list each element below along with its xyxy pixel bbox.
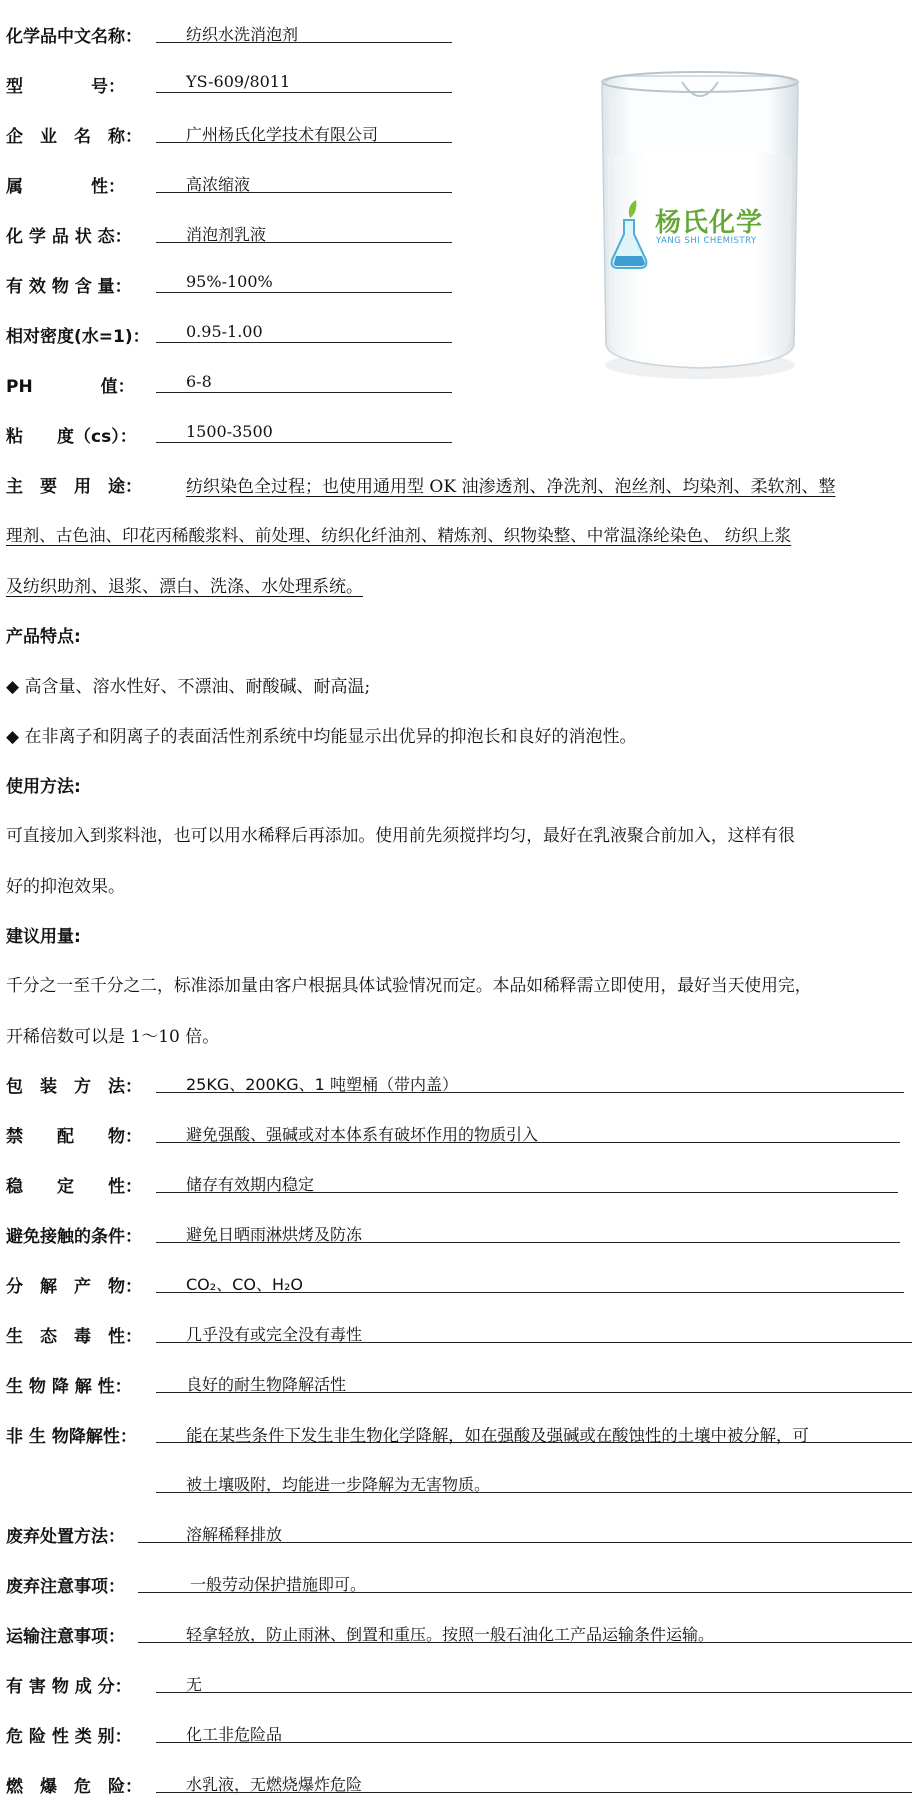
- field-value-explosion: 水乳液，无燃烧爆炸危险: [186, 1775, 363, 1794]
- underline: [156, 1192, 898, 1193]
- method-line-1: 可直接加入到浆料池，也可以用水稀释后再添加。使用前先须搅拌均匀，最好在乳液聚合前加入，这样有很: [6, 825, 795, 845]
- field-value-viscosity: 1500-3500: [186, 422, 273, 441]
- field-label-content: 有 效 物 含 量：: [6, 277, 132, 297]
- field-label-packing: 包 装 方 法：: [6, 1077, 142, 1097]
- underline: [156, 1142, 900, 1143]
- field-value-state: 消泡剂乳液: [186, 225, 267, 244]
- field-label-abiotic: 非 生 物降解性：: [6, 1427, 137, 1447]
- features-item-2: ◆ 在非离子和阴离子的表面活性剂系统中均能显示出优异的抑泡长和良好的消泡性。: [6, 727, 637, 747]
- underline: [156, 1292, 904, 1293]
- underline: [156, 1492, 912, 1493]
- features-item-1: ◆ 高含量、溶水性好、不漂油、耐酸碱、耐高温;: [6, 677, 371, 697]
- field-value-abiotic: 能在某些条件下发生非生物化学降解，如在强酸及强碱或在酸蚀性的土壤中被分解，可: [186, 1426, 809, 1445]
- usage-line-2: 理剂、古色油、印花丙稀酸浆料、前处理、纺织化纤油剂、精炼剂、织物染整、中常温涤纶染色、 纺织上浆: [6, 526, 792, 545]
- field-label-viscosity: 粘 度（cs）：: [6, 427, 137, 447]
- field-value-model: YS-609/8011: [186, 72, 291, 91]
- field-label-incompatible: 禁 配 物：: [6, 1127, 142, 1147]
- dosage-line-2: 开稀倍数可以是 1～10 倍。: [6, 1027, 220, 1047]
- field-label-disposal-notes: 废弃注意事项：: [6, 1577, 125, 1597]
- underline: [156, 1692, 912, 1693]
- field-value-content: 95%-100%: [186, 272, 273, 291]
- underline: [156, 1442, 912, 1443]
- underline: [156, 1792, 912, 1793]
- field-label-danger-class: 危 险 性 类 别：: [6, 1727, 132, 1747]
- underline: [156, 342, 452, 343]
- field-value-name: 纺织水洗消泡剂: [186, 25, 299, 44]
- underline: [156, 192, 452, 193]
- field-value-transport: 轻拿轻放，防止雨淋、倒置和重压。按照一般石油化工产品运输条件运输。: [186, 1625, 715, 1644]
- usage-line-1: 纺织染色全过程；也使用通用型 OK 油渗透剂、净洗剂、泡丝剂、均染剂、柔软剂、整: [186, 477, 836, 497]
- dosage-line-1: 千分之一至千分之二，标准添加量由客户根据具体试验情况而定。本品如稀释需立即使用，最好当天使用完，: [6, 975, 812, 995]
- dosage-heading: 建议用量:: [6, 927, 81, 947]
- underline: [156, 1392, 912, 1393]
- field-label-decomposition: 分 解 产 物：: [6, 1277, 142, 1297]
- underline: [156, 1342, 912, 1343]
- field-label-ecotoxicity: 生 态 毒 性：: [6, 1327, 142, 1347]
- field-value-danger-class: 化工非危险品: [186, 1725, 283, 1744]
- logo-name-cn: 杨氏化学: [655, 208, 764, 238]
- method-line-2: 好的抑泡效果。: [6, 877, 125, 897]
- field-label-ph: PH 值：: [6, 377, 135, 397]
- field-label-property: 属 性：: [6, 177, 125, 197]
- field-label-avoid: 避免接触的条件：: [6, 1227, 142, 1247]
- field-value-disposal: 溶解稀释排放: [186, 1525, 283, 1544]
- field-label-density: 相对密度(水=1)：: [6, 327, 150, 347]
- field-value-property: 高浓缩液: [186, 175, 251, 194]
- field-label-disposal: 废弃处置方法：: [6, 1527, 125, 1547]
- field-value-density: 0.95-1.00: [186, 322, 263, 341]
- field-label-state: 化 学 品 状 态：: [6, 227, 132, 247]
- field-value-avoid: 避免日晒雨淋烘烤及防冻: [186, 1225, 363, 1244]
- underline: [156, 242, 452, 243]
- usage-line-3: 及纺织助剂、退浆、漂白、洗涤、水处理系统。: [6, 577, 363, 597]
- field-label-hazardous: 有 害 物 成 分：: [6, 1677, 132, 1697]
- product-beaker-image: [590, 60, 810, 390]
- underline: [156, 92, 452, 93]
- logo-name-en: YANG SHI CHEMISTRY: [656, 236, 757, 246]
- underline: [138, 1642, 912, 1643]
- field-label-transport: 运输注意事项：: [6, 1627, 125, 1647]
- field-value-abiotic-2: 被土壤吸附，均能进一步降解为无害物质。: [186, 1475, 491, 1494]
- field-value-biodegradability: 良好的耐生物降解活性: [186, 1375, 347, 1394]
- field-label-company: 企 业 名 称：: [6, 127, 142, 147]
- field-label-stability: 稳 定 性：: [6, 1177, 142, 1197]
- field-value-ecotoxicity: 几乎没有或完全没有毒性: [186, 1325, 363, 1344]
- underline: [156, 1092, 904, 1093]
- field-value-company: 广州杨氏化学技术有限公司: [186, 125, 379, 144]
- features-heading: 产品特点:: [6, 627, 81, 647]
- underline: [156, 442, 452, 443]
- method-heading: 使用方法:: [6, 777, 81, 797]
- field-label-name: 化学品中文名称：: [6, 27, 142, 47]
- field-label-biodegradability: 生 物 降 解 性：: [6, 1377, 132, 1397]
- underline: [156, 42, 452, 43]
- underline: [156, 392, 452, 393]
- field-label-explosion: 燃 爆 危 险：: [6, 1777, 142, 1797]
- field-value-disposal-notes: 一般劳动保护措施即可。: [190, 1575, 367, 1594]
- underline: [138, 1592, 912, 1593]
- field-value-decomposition: CO₂、CO、H₂O: [186, 1275, 303, 1294]
- field-value-stability: 储存有效期内稳定: [186, 1175, 315, 1194]
- underline: [156, 142, 452, 143]
- field-label-model: 型 号：: [6, 77, 125, 97]
- underline: [156, 1242, 900, 1243]
- underline: [156, 292, 452, 293]
- underline: [138, 1542, 912, 1543]
- underline: [156, 1742, 912, 1743]
- field-value-ph: 6-8: [186, 372, 212, 391]
- field-value-incompatible: 避免强酸、强碱或对本体系有破坏作用的物质引入: [186, 1125, 539, 1144]
- field-value-packing: 25KG、200KG、1 吨塑桶（带内盖）: [186, 1075, 458, 1094]
- field-value-hazardous: 无: [186, 1675, 203, 1694]
- usage-label: 主 要 用 途：: [6, 477, 142, 497]
